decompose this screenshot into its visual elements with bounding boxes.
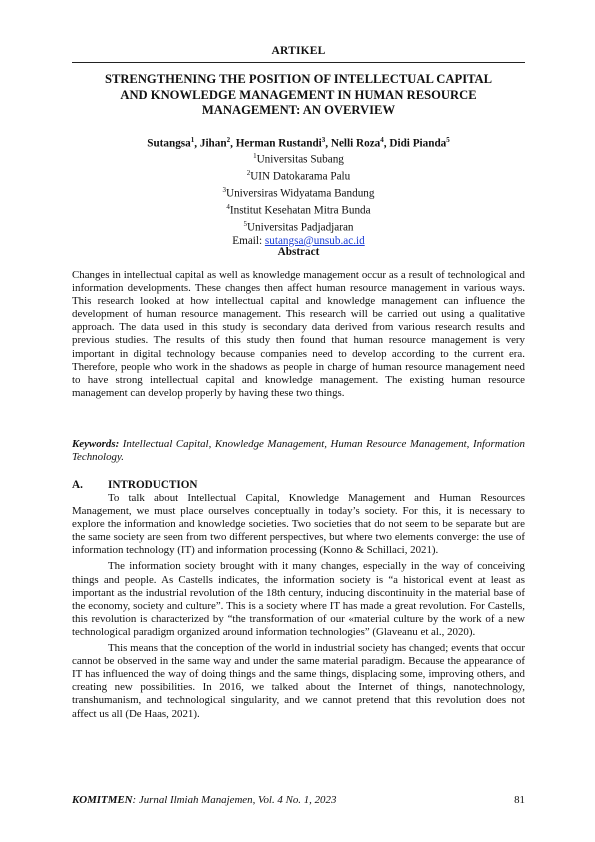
journal-name: KOMITMEN	[72, 794, 133, 806]
affiliation	[72, 184, 525, 201]
affiliation	[72, 201, 525, 218]
email-link[interactable]: sutangsa@unsub.ac.id	[264, 234, 365, 247]
section-title: INTRODUCTION	[108, 479, 198, 491]
author-affil-marker: 4	[380, 136, 384, 144]
affil-marker: 2	[246, 168, 251, 177]
abstract-heading: Abstract	[277, 246, 320, 258]
author-name: Sutangsa	[147, 137, 191, 150]
paragraph: This means that the conception of the world in industrial society has changed; events that occur cannot be observed in the same way and under the same material paradigm. Because the appearance of IT has influenced the way of doing things and the same things, displacing some, improving others, and creating new possibilities. In 2016, we talked about the Internet of things, nanotechnology, transhumanism, and technological singularity, and we cannot pretend that this revolution does not affect us all (De Haas, 2021).	[72, 642, 525, 720]
affil-name: Institut Kesehatan Mitra Bunda	[229, 204, 371, 217]
journal-citation	[72, 794, 336, 806]
journal-details: : Jurnal Ilmiah Manajemen, Vol. 4 No. 1, 2023	[132, 794, 337, 806]
affil-name: Universiras Widyatama Bandung	[226, 187, 375, 200]
author-separator: ,	[325, 137, 331, 150]
keywords-text: Intellectual Capital, Knowledge Management, Human Resource Management, Information Technology.	[72, 438, 525, 464]
paragraph: The information society brought with it many changes, especially in the way of conceiving things and people. As Castells indicates, the information society is “a historical event at least as important as the industrial revolution of the 18th century, inducing discontinuity in the material base of the economy, society and culture”. This is a society where IT has made a great revolution. For Castells, this revolution is characterized by “the transformation of our «material culture by the work of a new technological paradigm organized around information technologies” (Glaveanu et al., 2020).	[72, 560, 525, 638]
section-header: ARTIKEL	[271, 45, 326, 57]
section-heading	[72, 479, 198, 491]
header-divider	[72, 62, 525, 63]
author-affil-marker: 2	[226, 136, 231, 144]
email-label: Email:	[232, 234, 265, 247]
page-number: 81	[514, 794, 525, 806]
page-footer	[72, 794, 525, 806]
affil-name: Universitas Padjadjaran	[246, 221, 354, 234]
title-line: AND KNOWLEDGE MANAGEMENT IN HUMAN RESOURCE	[120, 87, 477, 102]
author-affil-marker: 1	[190, 136, 195, 144]
title-line: STRENGTHENING THE POSITION OF INTELLECTUAL CAPITAL	[104, 72, 493, 86]
affil-name: UIN Datokarama Palu	[250, 170, 351, 183]
body-text	[72, 492, 525, 724]
author-separator: ,	[230, 137, 236, 150]
author-name: Nelli Roza	[330, 137, 381, 150]
affil-marker: 3	[222, 185, 226, 194]
affiliation	[72, 167, 525, 184]
affiliation	[72, 218, 525, 235]
author-affil-marker: 5	[446, 136, 450, 144]
article-title	[72, 72, 525, 119]
author-list	[72, 136, 525, 150]
section-number: A.	[72, 479, 83, 491]
affiliation-list	[72, 150, 525, 248]
keywords-label: Keywords:	[72, 438, 120, 450]
author-separator: ,	[383, 137, 390, 150]
author-name: Jihan	[199, 137, 227, 150]
author-separator: ,	[194, 137, 200, 150]
affiliation	[72, 150, 525, 167]
affil-name: Universitas Subang	[256, 153, 344, 166]
keywords	[72, 438, 525, 464]
author-name: Herman Rustandi	[235, 137, 322, 150]
abstract-text: Changes in intellectual capital as well as knowledge management occur as a result of technological and information developments. These changes then affect human resource management in various ways. This research looked at how intellectual capital and knowledge management can influence the development of human resource management. This research will be carried out using a qualitative approach. The data used in this study is secondary data derived from various research results and previous studies. The results of this study then found that human resource management is very important in digital technology because companies need to develop according to the current era. Therefore, people who work in the shadows as people in charge of human resource management need to have strong intellectual capital and knowledge management. The existing human resource management can develop properly by having these two things.	[72, 269, 525, 399]
affil-marker: 4	[226, 202, 230, 211]
affil-marker: 1	[253, 152, 257, 160]
author-name: Didi Pianda	[389, 137, 447, 150]
paragraph: To talk about Intellectual Capital, Knowledge Management and Human Resources Management, we must place ourselves conceptually in today’s society. For this, it is necessary to explore the information and knowledge societies. Two societies that do not seem to be separate but are the same society are seen from two different perspectives, but where two elements converge: the use of information technology (IT) and information processing (Konno & Schillaci, 2021).	[72, 492, 525, 557]
title-line: MANAGEMENT: AN OVERVIEW	[201, 103, 396, 117]
affil-marker: 5	[243, 219, 247, 228]
author-affil-marker: 3	[321, 136, 326, 144]
